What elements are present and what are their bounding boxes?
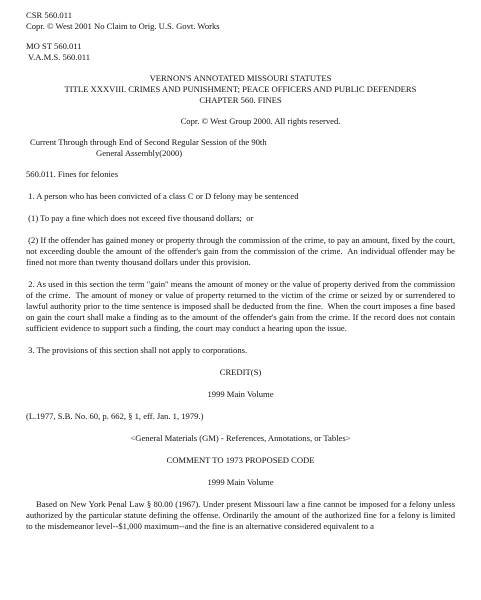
paragraph-1: 1. A person who has been convicted of a class C or D felony may be sentenced [26, 191, 299, 201]
currency-line-1: Current Through through End of Second Regular Session of the 90th [30, 137, 267, 147]
section-heading: 560.011. Fines for felonies [26, 169, 119, 179]
document-header [26, 10, 455, 63]
paragraph-1-2: (2) If the offender has gained money or property through the commission of the crime, to pay an amount, fixed by the court, not exceeding double the amount of the offender's gain from the commission of the crime. An individual offender may be fined not more than twenty thousand dollars under this provision. [26, 235, 458, 267]
currency-line-2: General Assembly(2000) [96, 148, 183, 158]
comment-heading: COMMENT TO 1973 PROPOSED CODE [166, 455, 315, 465]
paragraph-2: 2. As used in this section the term "gain" means the amount of money or the value of property derived from the commission of the crime. The amount of money or value of property returned to the victim of the crime or seized by or surrendered to lawful authority prior to the time sentence is imposed shall be deducted from the fine. When the court imposes a fine based on gain the court shall make a finding as to the amount of the offender's gain from the crime. If the record does not contain sufficient evidence to support such a finding, the court may conduct a hearing upon the issue. [26, 279, 458, 333]
title-block [26, 73, 455, 106]
credits-citation: (L.1977, S.B. No. 60, p. 662, § 1, eff. Jan. 1, 1979.) [26, 411, 204, 421]
citation-mo-st: MO ST 560.011 [26, 41, 82, 51]
chapter-heading: CHAPTER 560. FINES [199, 95, 282, 105]
citation-vams: V.A.M.S. 560.011 [26, 52, 91, 62]
title-heading: TITLE XXXVIII. CRIMES AND PUNISHMENT; PEACE OFFICERS AND PUBLIC DEFENDERS [64, 84, 417, 94]
paragraph-3: 3. The provisions of this section shall not apply to corporations. [26, 345, 248, 355]
comment-text: Based on New York Penal Law § 80.00 (1967). Under present Missouri law a fine cannot be imposed for a felony unless authorized by the particular statute defining the offense. Ordinarily the amount of the authorized fine for a felony is limited to the misdemeanor level--$1,000 maximum--and the fine is an alternative considered equivalent to a [26, 499, 455, 531]
comment-volume: 1999 Main Volume [207, 477, 274, 487]
credits-volume: 1999 Main Volume [207, 389, 274, 399]
statute-title: VERNON'S ANNOTATED MISSOURI STATUTES [149, 73, 332, 83]
paragraph-1-1: (1) To pay a fine which does not exceed five thousand dollars; or [26, 213, 254, 223]
west-copyright: Copr. © West Group 2000. All rights reserved. [180, 116, 341, 126]
currency-note [26, 137, 455, 159]
credits-heading: CREDIT(S) [219, 367, 262, 377]
citation-csr: CSR 560.011 [26, 10, 73, 20]
copyright-notice: Copr. © West 2001 No Claim to Orig. U.S. Govt. Works [26, 21, 220, 31]
general-materials-heading: <General Materials (GM) - References, Annotations, or Tables> [130, 433, 351, 443]
